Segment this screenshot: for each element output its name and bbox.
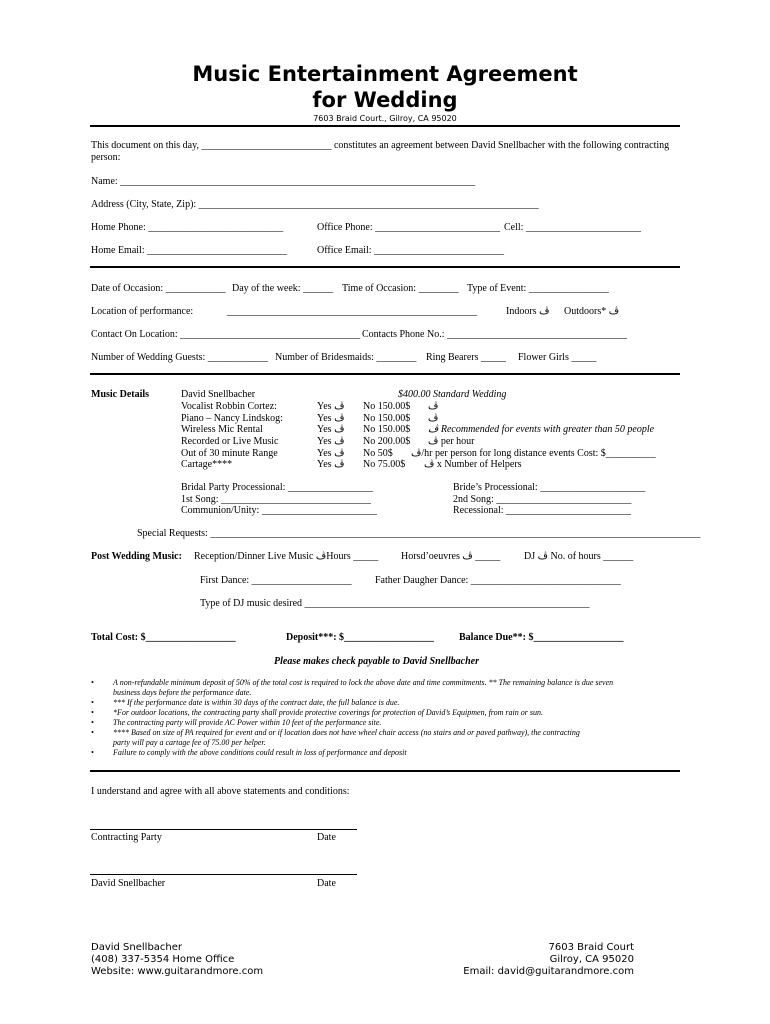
indoors-checkbox[interactable]: Indoors ڤ bbox=[506, 306, 550, 317]
wedding-guests-field[interactable]: Number of Wedding Guests: ____________ bbox=[91, 352, 268, 363]
music-item: Piano – Nancy Lindskog: bbox=[181, 413, 283, 424]
footer-name: David Snellbacher bbox=[91, 942, 183, 953]
option-checkbox[interactable]: ڤ bbox=[428, 413, 439, 424]
dj-field[interactable]: DJ ڤ No. of hours ______ bbox=[524, 551, 634, 562]
music-item: Recorded or Live Music bbox=[181, 436, 279, 447]
term-line: *** If the performance date is within 30 days of the contract date, the full balance is due. bbox=[113, 698, 400, 707]
term-line: The contracting party will provide AC Power within 10 feet of the performance site. bbox=[113, 718, 382, 727]
music-item: Wireless Mic Rental bbox=[181, 424, 263, 435]
balance-due-field[interactable]: Balance Due**: $__________________ bbox=[459, 632, 624, 643]
option-checkbox[interactable]: ڤ Recommended for events with greater than 50 people bbox=[428, 424, 655, 435]
term-line: Failure to comply with the above conditions could result in loss of performance and deposit bbox=[113, 748, 407, 757]
music-note: $400.00 Standard Wedding bbox=[398, 389, 507, 400]
total-cost-field[interactable]: Total Cost: $__________________ bbox=[91, 632, 236, 643]
bullet: • bbox=[91, 718, 94, 727]
term-line: party will pay a cartage fee of 75.00 per helper. bbox=[113, 738, 266, 747]
option-checkbox[interactable]: ڤ bbox=[428, 401, 439, 412]
address-field[interactable]: Address (City, State, Zip): ____________________________________________________________________ bbox=[91, 199, 539, 210]
home-email-field[interactable]: Home Email: ____________________________ bbox=[91, 245, 288, 256]
yes-checkbox[interactable]: Yes ڤ bbox=[317, 436, 345, 447]
section-divider-1 bbox=[90, 266, 680, 268]
time-of-occasion-field[interactable]: Time of Occasion: ________ bbox=[342, 283, 459, 294]
footer-city: Gilroy, CA 95020 bbox=[549, 954, 634, 965]
music-item: Out of 30 minute Range bbox=[181, 448, 278, 459]
office-phone-field[interactable]: Office Phone: _________________________ bbox=[317, 222, 501, 233]
date-of-occasion-field[interactable]: Date of Occasion: ____________ bbox=[91, 283, 226, 294]
yes-checkbox[interactable]: Yes ڤ bbox=[317, 448, 345, 459]
footer-website[interactable]: Website: www.guitarandmore.com bbox=[91, 966, 264, 977]
footer-phone: (408) 337-5354 Home Office bbox=[91, 954, 235, 965]
bridesmaids-field[interactable]: Number of Bridesmaids: ________ bbox=[275, 352, 417, 363]
reception-field[interactable]: Reception/Dinner Live Music ڤHours _____ bbox=[194, 551, 379, 562]
no-option[interactable]: No 75.00$ bbox=[363, 459, 406, 470]
location-field[interactable]: __________________________________________________ bbox=[227, 306, 477, 317]
intro-line1: This document on this day, __________________________ constitutes an agreement between David Snellbacher with the following contracting bbox=[91, 140, 670, 151]
section-divider-2 bbox=[90, 373, 680, 375]
signature-line-david[interactable] bbox=[90, 874, 357, 875]
footer-email[interactable]: Email: david@guitarandmore.com bbox=[463, 966, 634, 977]
intro-line2: person: bbox=[91, 152, 121, 163]
music-item: David Snellbacher bbox=[181, 389, 256, 400]
footer-street: 7603 Braid Court bbox=[548, 942, 634, 953]
music-item: Vocalist Robbin Cortez: bbox=[181, 401, 277, 412]
bridal-processional-field[interactable]: Bridal Party Processional: _________________ bbox=[181, 482, 373, 493]
signature-line-contracting[interactable] bbox=[90, 829, 357, 830]
option-checkbox[interactable]: ڤ per hour bbox=[428, 436, 475, 447]
section-divider-3 bbox=[90, 770, 680, 772]
option-checkbox[interactable]: ڤ x Number of Helpers bbox=[424, 459, 522, 470]
document-title-line1: Music Entertainment Agreement bbox=[192, 62, 578, 86]
bullet: • bbox=[91, 678, 94, 687]
payable-note: Please makes check payable to David Snellbacher bbox=[274, 656, 479, 667]
bullet: • bbox=[91, 728, 94, 737]
ring-bearers-field[interactable]: Ring Bearers _____ bbox=[426, 352, 506, 363]
option-checkbox[interactable]: ڤ/hr per person for long distance events Cost: $__________ bbox=[411, 448, 656, 459]
yes-checkbox[interactable]: Yes ڤ bbox=[317, 413, 345, 424]
term-line: business days before the performance date. bbox=[113, 688, 252, 697]
brides-processional-field[interactable]: Bride’s Processional: _____________________ bbox=[453, 482, 646, 493]
yes-checkbox[interactable]: Yes ڤ bbox=[317, 401, 345, 412]
cell-field[interactable]: Cell: _______________________ bbox=[504, 222, 641, 233]
first-song-field[interactable]: 1st Song: ______________________________ bbox=[181, 494, 372, 505]
no-option[interactable]: No 50$ bbox=[363, 448, 393, 459]
contracting-party-label: Contracting Party bbox=[91, 832, 162, 843]
name-field[interactable]: Name: _______________________________________________________________________ bbox=[91, 176, 476, 187]
no-option[interactable]: No 200.00$ bbox=[363, 436, 411, 447]
communion-field[interactable]: Communion/Unity: _______________________ bbox=[181, 505, 377, 516]
date-label: Date bbox=[317, 878, 336, 889]
home-phone-field[interactable]: Home Phone: ___________________________ bbox=[91, 222, 284, 233]
contact-on-location-field[interactable]: Contact On Location: ____________________________________ bbox=[91, 329, 361, 340]
document-title-line2: for Wedding bbox=[312, 88, 458, 112]
david-signature-label: David Snellbacher bbox=[91, 878, 166, 889]
no-option[interactable]: No 150.00$ bbox=[363, 424, 411, 435]
special-requests-field[interactable]: Special Requests: __________________________________________________________________________________________________ bbox=[137, 528, 701, 539]
footer-right bbox=[463, 942, 634, 978]
flower-girls-field[interactable]: Flower Girls _____ bbox=[518, 352, 597, 363]
office-email-field[interactable]: Office Email: __________________________ bbox=[317, 245, 505, 256]
term-line: **** Based on size of PA required for event and or if location does not have wheel chair access (no stairs and or paved pathway), the contracting bbox=[113, 728, 580, 737]
location-label: Location of performance: bbox=[91, 306, 194, 317]
first-dance-field[interactable]: First Dance: ____________________ bbox=[200, 575, 352, 586]
outdoors-checkbox[interactable]: Outdoors* ڤ bbox=[564, 306, 620, 317]
term-line: A non-refundable minimum deposit of 50% of the total cost is required to lock the above date and time commitments. ** The remaining balance is due seven bbox=[113, 678, 614, 687]
term-line: *For outdoor locations, the contracting party shall provide protective coverings for protection of David’s Equipmen, from rain or sun. bbox=[113, 708, 543, 717]
second-song-field[interactable]: 2nd Song: ___________________________ bbox=[453, 494, 632, 505]
footer-left bbox=[91, 942, 263, 978]
music-details-label: Music Details bbox=[91, 389, 150, 400]
no-option[interactable]: No 150.00$ bbox=[363, 401, 411, 412]
music-item: Cartage**** bbox=[181, 459, 233, 470]
bullet: • bbox=[91, 708, 94, 717]
header-address: 7603 Braid Court., Gilroy, CA 95020 bbox=[313, 114, 457, 123]
yes-checkbox[interactable]: Yes ڤ bbox=[317, 424, 345, 435]
yes-checkbox[interactable]: Yes ڤ bbox=[317, 459, 345, 470]
post-wedding-label: Post Wedding Music: bbox=[91, 551, 182, 562]
bullet: • bbox=[91, 698, 94, 707]
agreement-statement: I understand and agree with all above statements and conditions: bbox=[91, 786, 350, 797]
dj-type-field[interactable]: Type of DJ music desired _________________________________________________________ bbox=[200, 598, 590, 609]
deposit-field[interactable]: Deposit***: $__________________ bbox=[286, 632, 435, 643]
bullet: • bbox=[91, 748, 94, 757]
type-of-event-field[interactable]: Type of Event: ________________ bbox=[467, 283, 609, 294]
header-divider bbox=[90, 125, 680, 127]
no-option[interactable]: No 150.00$ bbox=[363, 413, 411, 424]
father-daughter-field[interactable]: Father Daugher Dance: ______________________________ bbox=[375, 575, 621, 586]
horsdoeuvres-field[interactable]: Horsd’oeuvres ڤ _____ bbox=[401, 551, 501, 562]
recessional-field[interactable]: Recessional: _________________________ bbox=[453, 505, 632, 516]
contacts-phone-field[interactable]: Contacts Phone No.: ____________________________________ bbox=[362, 329, 627, 340]
day-of-week-field[interactable]: Day of the week: ______ bbox=[232, 283, 334, 294]
date-label: Date bbox=[317, 832, 336, 843]
